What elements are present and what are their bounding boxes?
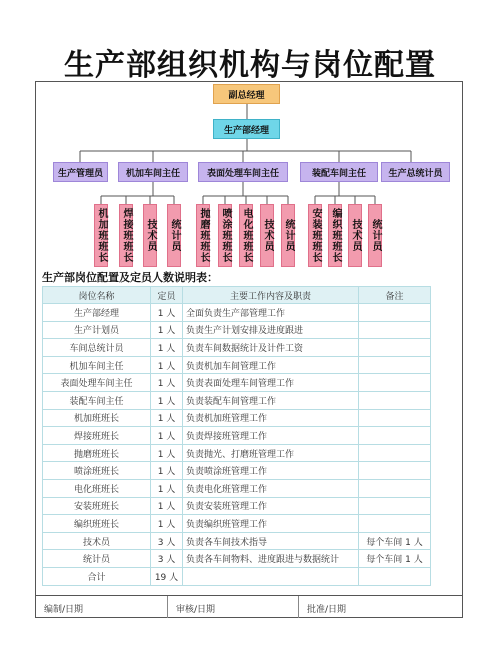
table-row (43, 356, 431, 374)
cell-position: 装配车间主任 (43, 391, 151, 409)
org-node-general-manager: 副总经理 (213, 84, 280, 104)
org-node-leader: 技术员 (348, 204, 362, 267)
cell-position: 生产计划员 (43, 321, 151, 339)
cell-headcount: 19 人 (151, 567, 183, 585)
cell-remarks (359, 409, 431, 427)
org-node-leader: 喷涂班班长 (218, 204, 232, 267)
cell-duties: 负责装配车间管理工作 (183, 391, 359, 409)
org-node-leader: 焊接班班长 (119, 204, 133, 267)
cell-position: 焊接班班长 (43, 427, 151, 445)
table-row (43, 550, 431, 568)
org-node-leader: 安装班班长 (308, 204, 322, 267)
org-node-leader: 统计员 (167, 204, 181, 267)
prepared-by-label: 编制/日期 (44, 605, 84, 615)
cell-duties: 负责表面处理车间管理工作 (183, 374, 359, 392)
cell-headcount: 1 人 (151, 304, 183, 322)
header-remarks: 备注 (359, 287, 431, 304)
org-node-leader: 统计员 (368, 204, 382, 267)
cell-headcount: 1 人 (151, 515, 183, 533)
cell-position: 生产部经理 (43, 304, 151, 322)
cell-remarks (359, 567, 431, 585)
cell-headcount: 1 人 (151, 321, 183, 339)
table-row (43, 462, 431, 480)
header-headcount: 定员 (151, 287, 183, 304)
cell-headcount: 1 人 (151, 427, 183, 445)
cell-position: 车间总统计员 (43, 339, 151, 357)
table-row (43, 339, 431, 357)
table-row (43, 304, 431, 322)
cell-remarks (359, 304, 431, 322)
cell-position: 抛磨班班长 (43, 444, 151, 462)
org-node-leader: 技术员 (143, 204, 157, 267)
cell-duties: 负责编织班管理工作 (183, 515, 359, 533)
table-row (43, 497, 431, 515)
cell-headcount: 1 人 (151, 497, 183, 515)
org-node-surface-director: 表面处理车间主任 (198, 162, 288, 182)
cell-position: 机加车间主任 (43, 356, 151, 374)
cell-headcount: 3 人 (151, 550, 183, 568)
cell-duties: 负责机加车间管理工作 (183, 356, 359, 374)
page-title: 生产部组织机构与岗位配置 (64, 48, 436, 83)
staffing-table (42, 286, 431, 586)
org-node-leader: 技术员 (260, 204, 274, 267)
table-row (43, 321, 431, 339)
table-row (43, 374, 431, 392)
cell-duties: 负责各车间技术指导 (183, 532, 359, 550)
cell-position: 合计 (43, 567, 151, 585)
cell-position: 统计员 (43, 550, 151, 568)
org-node-leader: 统计员 (281, 204, 295, 267)
cell-position: 安装班班长 (43, 497, 151, 515)
cell-duties: 全面负责生产部管理工作 (183, 304, 359, 322)
org-node-production-manager: 生产部经理 (213, 119, 280, 139)
cell-position: 编织班班长 (43, 515, 151, 533)
cell-headcount: 1 人 (151, 462, 183, 480)
cell-remarks (359, 374, 431, 392)
cell-headcount: 1 人 (151, 374, 183, 392)
cell-remarks (359, 462, 431, 480)
cell-duties: 负责车间数据统计及计件工资 (183, 339, 359, 357)
table-row (43, 391, 431, 409)
cell-position: 电化班班长 (43, 479, 151, 497)
cell-headcount: 3 人 (151, 532, 183, 550)
org-node-chief-statistician: 生产总统计员 (381, 162, 450, 182)
table-row (43, 427, 431, 445)
cell-position: 技术员 (43, 532, 151, 550)
cell-headcount: 1 人 (151, 409, 183, 427)
header-position: 岗位名称 (43, 287, 151, 304)
cell-duties: 负责喷涂班管理工作 (183, 462, 359, 480)
table-row (43, 515, 431, 533)
cell-position: 表面处理车间主任 (43, 374, 151, 392)
org-node-leader: 抛磨班班长 (196, 204, 210, 267)
cell-remarks (359, 339, 431, 357)
table-row (43, 409, 431, 427)
org-node-leader: 编织班班长 (328, 204, 342, 267)
cell-duties: 负责各车间物料、进度跟进与数据统计 (183, 550, 359, 568)
header-duties: 主要工作内容及职责 (183, 287, 359, 304)
cell-duties (183, 567, 359, 585)
org-node-machining-director: 机加车间主任 (118, 162, 188, 182)
cell-headcount: 1 人 (151, 479, 183, 497)
cell-duties: 负责安装班管理工作 (183, 497, 359, 515)
cell-duties: 负责机加班管理工作 (183, 409, 359, 427)
cell-remarks (359, 321, 431, 339)
table-row (43, 567, 431, 585)
cell-remarks (359, 479, 431, 497)
org-node-production-admin: 生产管理员 (53, 162, 108, 182)
table-row (43, 532, 431, 550)
cell-duties: 负责抛光、打磨班管理工作 (183, 444, 359, 462)
table-row (43, 479, 431, 497)
org-node-leader: 电化班班长 (239, 204, 253, 267)
table-header-row (43, 287, 431, 304)
approved-by-label: 批准/日期 (307, 605, 347, 615)
cell-headcount: 1 人 (151, 356, 183, 374)
signature-footer (36, 595, 462, 618)
cell-position: 喷涂班班长 (43, 462, 151, 480)
org-node-leader: 机加班班长 (94, 204, 108, 267)
cell-headcount: 1 人 (151, 444, 183, 462)
cell-headcount: 1 人 (151, 339, 183, 357)
cell-remarks: 每个车间 1 人 (359, 550, 431, 568)
cell-remarks: 每个车间 1 人 (359, 532, 431, 550)
reviewed-by-label: 审核/日期 (176, 605, 216, 615)
cell-duties: 负责焊接班管理工作 (183, 427, 359, 445)
cell-remarks (359, 427, 431, 445)
cell-remarks (359, 515, 431, 533)
org-node-assembly-director: 装配车间主任 (300, 162, 378, 182)
cell-position: 机加班班长 (43, 409, 151, 427)
section-title: 生产部岗位配置及定员人数说明表： (42, 271, 218, 284)
cell-remarks (359, 356, 431, 374)
cell-headcount: 1 人 (151, 391, 183, 409)
cell-remarks (359, 391, 431, 409)
cell-remarks (359, 444, 431, 462)
cell-remarks (359, 497, 431, 515)
cell-duties: 负责电化班管理工作 (183, 479, 359, 497)
cell-duties: 负责生产计划安排及进度跟进 (183, 321, 359, 339)
table-row (43, 444, 431, 462)
